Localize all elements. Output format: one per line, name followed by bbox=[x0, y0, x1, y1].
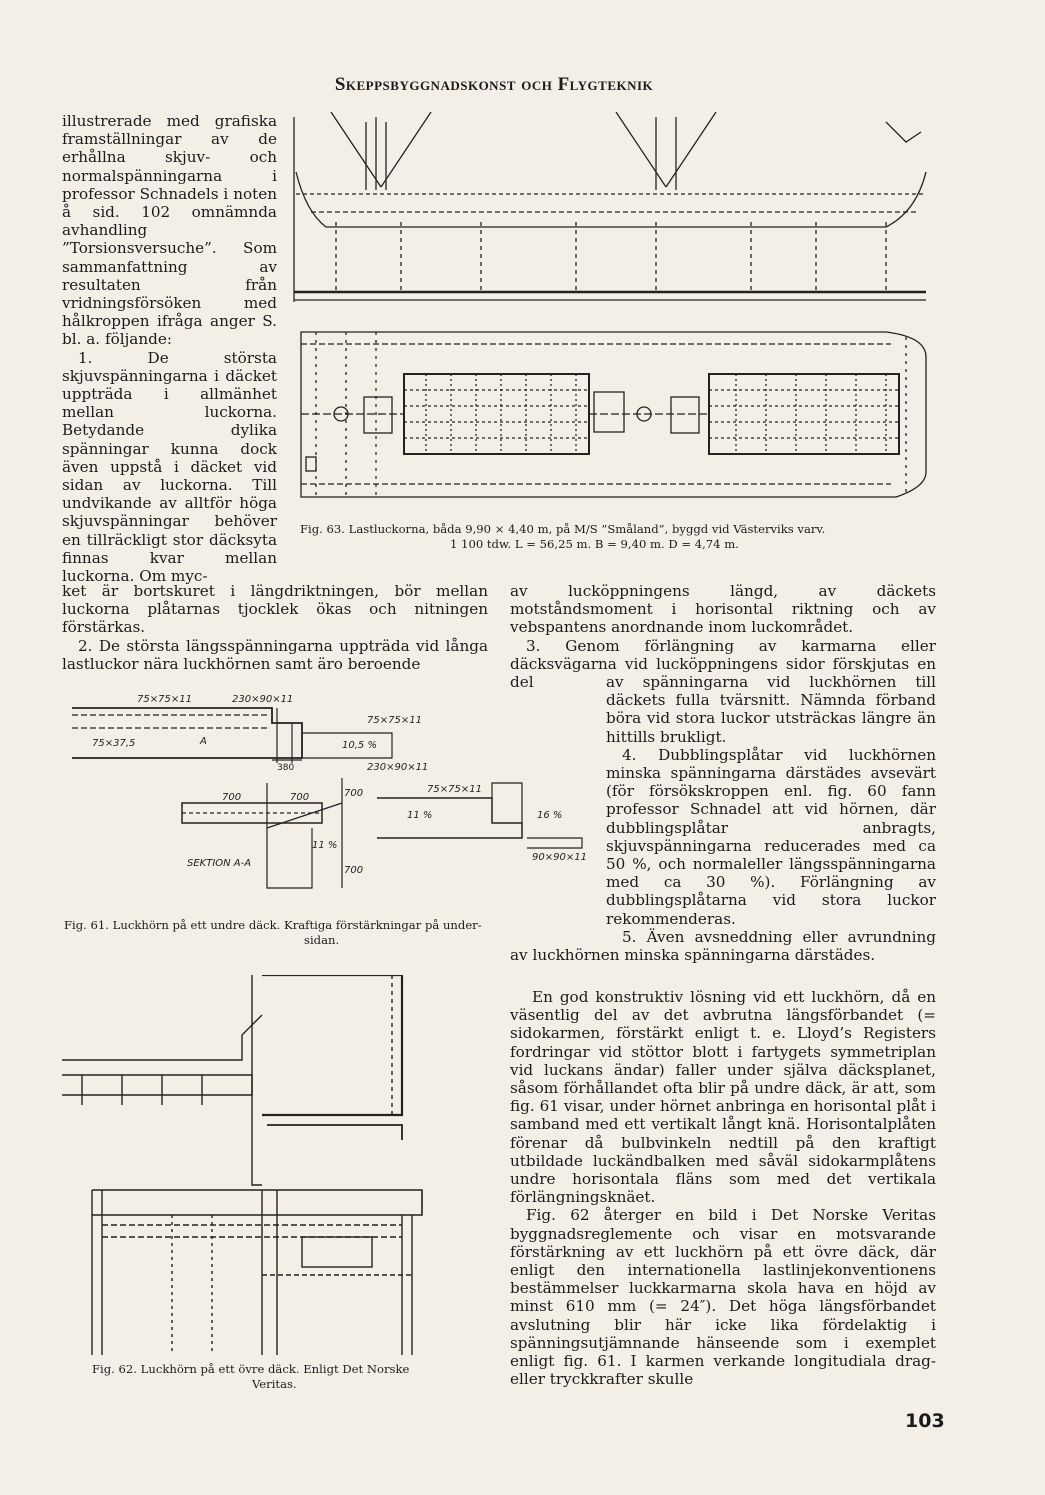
dimension-label: 75×37,5 bbox=[92, 738, 136, 749]
dimension-label: 90×90×11 bbox=[532, 852, 587, 863]
dimension-label: 75×75×11 bbox=[137, 694, 192, 705]
page-number: 103 bbox=[905, 1410, 945, 1432]
left-column-mid bbox=[62, 582, 488, 673]
dimension-label: 700 bbox=[344, 865, 364, 876]
running-header: Skeppsbyggnadskonst och Flygteknik bbox=[334, 74, 654, 95]
paragraph: ket är bortskuret i längdriktningen, bör mellan luckorna plåtarnas tjocklek ökas och nitningen förstärkas. bbox=[62, 582, 488, 637]
right-column-bottom bbox=[510, 988, 936, 1388]
dimension-label: 230×90×11 bbox=[367, 762, 429, 773]
dimension-label: 10,5 % bbox=[342, 740, 377, 751]
paragraph: illustrerade med grafiska framställningar av de erhållna skjuv- och normalspänningarna i professor Schnadels i noten å sid. 102 omnämnda avhandling ”Torsionsversuche”. Som sammanfattning av resultaten från vridningsförsöken med hålkroppen ifråga anger S. bl. a. följande: bbox=[62, 112, 277, 349]
figure-61-hatch-corner-lower-deck bbox=[62, 688, 602, 913]
figure-62-hatch-corner-upper-deck bbox=[62, 975, 482, 1360]
paragraph: En god konstruktiv lösning vid ett luckhörn, då en väsentlig del av det avbrutna längsförbandet (= sidokarmen, förstärkt enligt t. e. Lloyd’s Registers fordringar vid stöttor blott i fartygets symmetriplan vid luckans ändar) faller under själva däcksplanet, såsom förhållandet ofta blir på undre däck, är att, som fig. 61 visar, under hörnet anbringa en horisontal plåt i samband med ett vertikalt långt knä. Horisontalplåten förenar då bulbvinkeln nedtill på den kraftigt utbildade luckändbalken med såväl sidokarmplåtens undre horisontala fläns som med det vertikala förlängningsknäet. bbox=[510, 988, 936, 1207]
dimension-label: 380 bbox=[277, 763, 295, 773]
paragraph: av spänningarna vid luckhörnen till däckets fulla tvärsnitt. Nämnda förband böra vid stora luckor utsträckas längre än hittills brukligt. bbox=[606, 673, 936, 746]
paragraph: 3. Genom förlängning av karmarna eller däcksvägarna vid lucköppningens sidor förskjutas en del bbox=[510, 636, 936, 692]
left-column-top bbox=[62, 112, 277, 585]
caption-line: Fig. 61. Luckhörn på ett undre däck. Kraftiga förstärkningar på under- bbox=[64, 918, 482, 932]
dimension-label: 16 % bbox=[537, 810, 563, 821]
paragraph: Fig. 62 återger en bild i Det Norske Veritas byggnadsreglemente och visar en motsvarande förstärkning av ett luckhörn på ett övre däck, där enligt den internationella lastlinjekonventionens bestämmelser luckkarmarna skola hava en höjd av minst 610 mm (= 24″). Det höga längsförbandet avslutning blir här icke lika fördelaktig i spänningsutjämnande hänseende som i exemplet enligt fig. 61. I karmen verkande longitudiala drag- eller tryckkrafter skulle bbox=[510, 1206, 936, 1389]
dimension-label: 75×75×11 bbox=[427, 784, 482, 795]
caption-line: sidan. bbox=[304, 933, 340, 947]
dimension-label: 700 bbox=[222, 792, 242, 803]
figure-63-ship-plan bbox=[286, 112, 936, 512]
figure-63-caption bbox=[300, 522, 960, 552]
caption-line: Veritas. bbox=[252, 1377, 297, 1391]
right-column-narrow bbox=[606, 673, 936, 928]
dimension-label: 230×90×11 bbox=[232, 694, 294, 705]
caption-line: Fig. 62. Luckhörn på ett övre däck. Enligt Det Norske bbox=[92, 1362, 410, 1376]
dimension-label: 11 % bbox=[312, 840, 338, 851]
dimension-label: 11 % bbox=[407, 810, 433, 821]
section-label: SEKTION A-A bbox=[187, 858, 252, 869]
paragraph: 5. Även avsneddning eller avrundning av luckhörnen minska spänningarna därstädes. bbox=[510, 928, 936, 965]
paragraph: av lucköppningens längd, av däckets motståndsmoment i horisontal riktning och av vebspantens anordnande inom luckområdet. bbox=[510, 582, 936, 637]
figure-62-caption bbox=[92, 1362, 512, 1392]
dimension-label: 700 bbox=[290, 792, 310, 803]
paragraph: 4. Dubblingsplåtar vid luckhörnen minska spänningarna därstädes avsevärt (för försökskroppen enl. fig. 60 fann professor Schnadel att vid hörnen, där dubblingsplåtar anbragts, skjuvspänningarna reducerades med ca 50 %, och normaleller längsspänningarna med ca 30 %). Förlängning av dubblingsplåtarna vid stora luckor rekommenderas. bbox=[606, 745, 936, 928]
right-column-item-5 bbox=[510, 928, 936, 964]
paragraph: 2. De största längsspänningarna uppträda vid långa lastluckor nära luckhörnen samt äro beroende bbox=[62, 636, 488, 673]
dimension-label: A bbox=[200, 736, 207, 747]
dimension-label: 75×75×11 bbox=[367, 715, 422, 726]
caption-line: 1 100 tdw. L = 56,25 m. B = 9,40 m. D = 4,74 m. bbox=[450, 537, 739, 551]
dimension-label: 700 bbox=[344, 788, 364, 799]
caption-line: Fig. 63. Lastluckorna, båda 9,90 × 4,40 m, på M/S ”Småland”, byggd vid Västerviks varv. bbox=[300, 522, 826, 536]
paragraph: 1. De största skjuvspänningarna i däcket uppträda i allmänhet mellan luckorna. Betydande dylika spänningar kunna dock även uppstå i däcket vid sidan av luckorna. Till undvikande av alltför höga skjuvspänningar behöver en tillräckligt stor däcksyta finnas kvar mellan luckorna. Om myc- bbox=[62, 348, 277, 586]
